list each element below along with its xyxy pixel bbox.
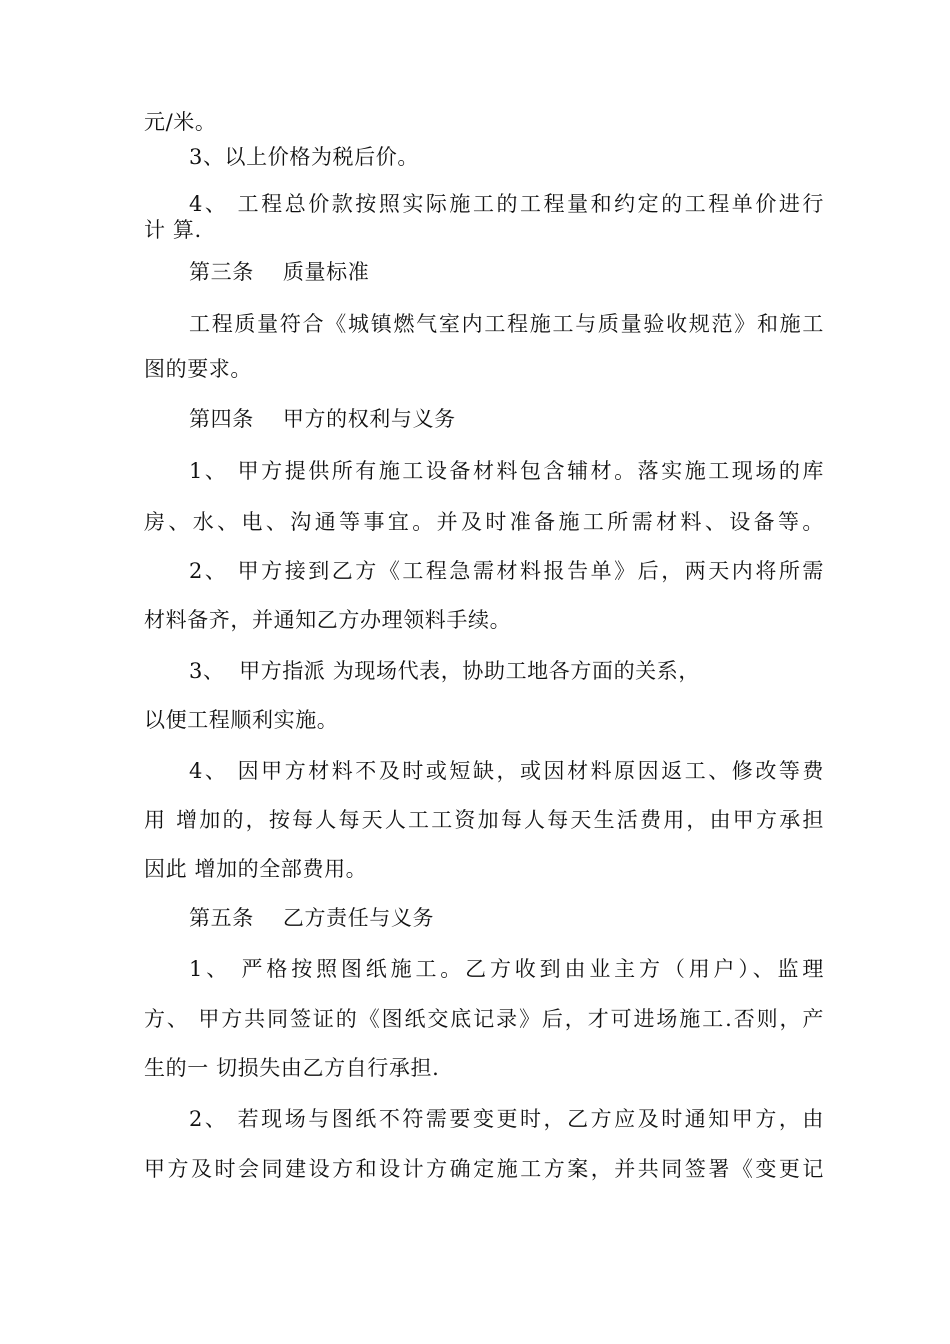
text-line: 因此 增加的全部费用。 [144, 857, 368, 881]
text-line: 材料备齐，并通知乙方办理领料手续。 [144, 608, 512, 632]
text-line: 1、 严格按照图纸施工。乙方收到由业主方（用户）、监理 [189, 957, 824, 981]
text-line: 房、水、电、沟通等事宜。并及时准备施工所需材料、设备等。 [144, 510, 824, 534]
text-line: 用 增加的，按每人每天人工工资加每人每天生活费用，由甲方承担 [144, 808, 824, 832]
text-line: 甲方及时会同建设方和设计方确定施工方案，并共同签署《变更记 [144, 1157, 824, 1181]
text-line: 4、 因甲方材料不及时或短缺，或因材料原因返工、修改等费 [189, 759, 824, 783]
text-line: 元/米。 [144, 110, 217, 134]
section-heading: 第三条 质量标准 [189, 260, 370, 284]
text-line: 2、 若现场与图纸不符需要变更时，乙方应及时通知甲方，由 [189, 1107, 824, 1131]
text-line: 图的要求。 [144, 357, 252, 381]
text-line: 2、 甲方接到乙方《工程急需材料报告单》后，两天内将所需 [189, 559, 824, 583]
text-line: 1、 甲方提供所有施工设备材料包含辅材。落实施工现场的库 [189, 459, 824, 483]
text-line: 生的一 切损失由乙方自行承担. [144, 1056, 440, 1080]
text-line: 计 算. [144, 218, 202, 242]
text-line: 4、 工程总价款按照实际施工的工程量和约定的工程单价进行 [189, 192, 824, 216]
text-line: 工程质量符合《城镇燃气室内工程施工与质量验收规范》和施工 [189, 312, 824, 336]
section-heading: 第四条 甲方的权利与义务 [189, 407, 456, 431]
text-line: 3、以上价格为税后价。 [189, 145, 419, 169]
text-line: 以便工程顺利实施。 [144, 708, 339, 732]
text-line: 3、 甲方指派 为现场代表，协助工地各方面的关系， [189, 659, 700, 683]
section-heading: 第五条 乙方责任与义务 [189, 906, 435, 930]
text-line: 方、 甲方共同签证的《图纸交底记录》后，才可进场施工.否则，产 [144, 1007, 824, 1031]
